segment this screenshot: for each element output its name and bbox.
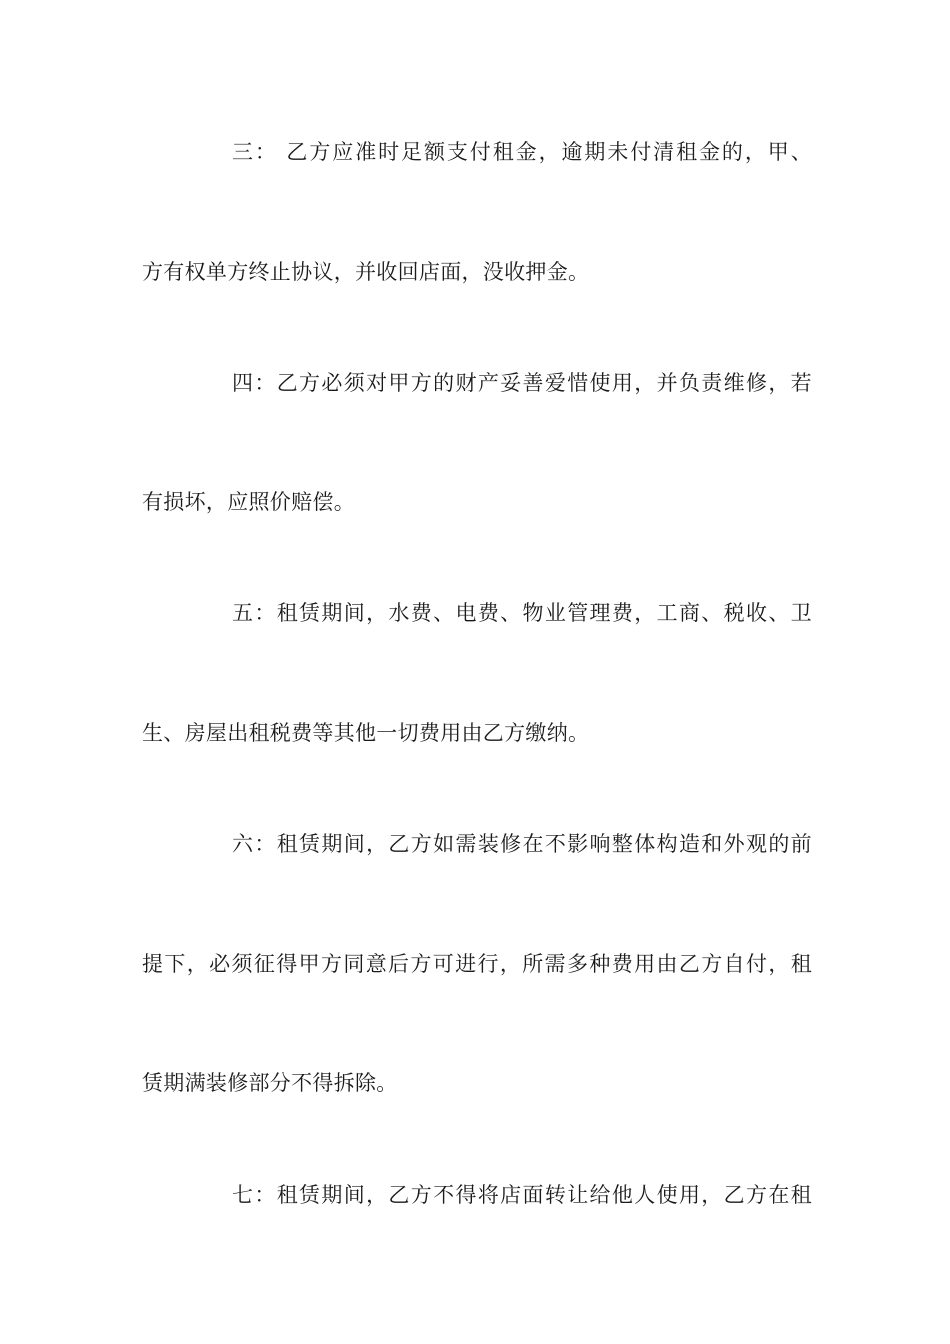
clause-5-line-2: 生、房屋出租税费等其他一切费用由乙方缴纳。 xyxy=(142,721,590,745)
clause-3-line-2: 方有权单方终止协议，并收回店面，没收押金。 xyxy=(142,260,590,284)
clause-3-line-1: 三： 乙方应准时足额支付租金，逾期未付清租金的，甲、 xyxy=(232,140,812,164)
clause-6-line-3: 赁期满装修部分不得拆除。 xyxy=(142,1071,398,1095)
clause-5-line-1: 五：租赁期间，水费、电费、物业管理费，工商、税收、卫 xyxy=(232,601,812,625)
clause-7-line-1: 七：租赁期间，乙方不得将店面转让给他人使用，乙方在租 xyxy=(232,1183,812,1207)
clause-4-line-1: 四：乙方必须对甲方的财产妥善爱惜使用，并负责维修，若 xyxy=(232,371,812,395)
clause-4-line-2: 有损坏，应照价赔偿。 xyxy=(142,490,355,514)
clause-6-line-2: 提下，必须征得甲方同意后方可进行，所需多种费用由乙方自付，租 xyxy=(142,952,812,976)
clause-6-line-1: 六：租赁期间，乙方如需装修在不影响整体构造和外观的前 xyxy=(232,832,812,856)
